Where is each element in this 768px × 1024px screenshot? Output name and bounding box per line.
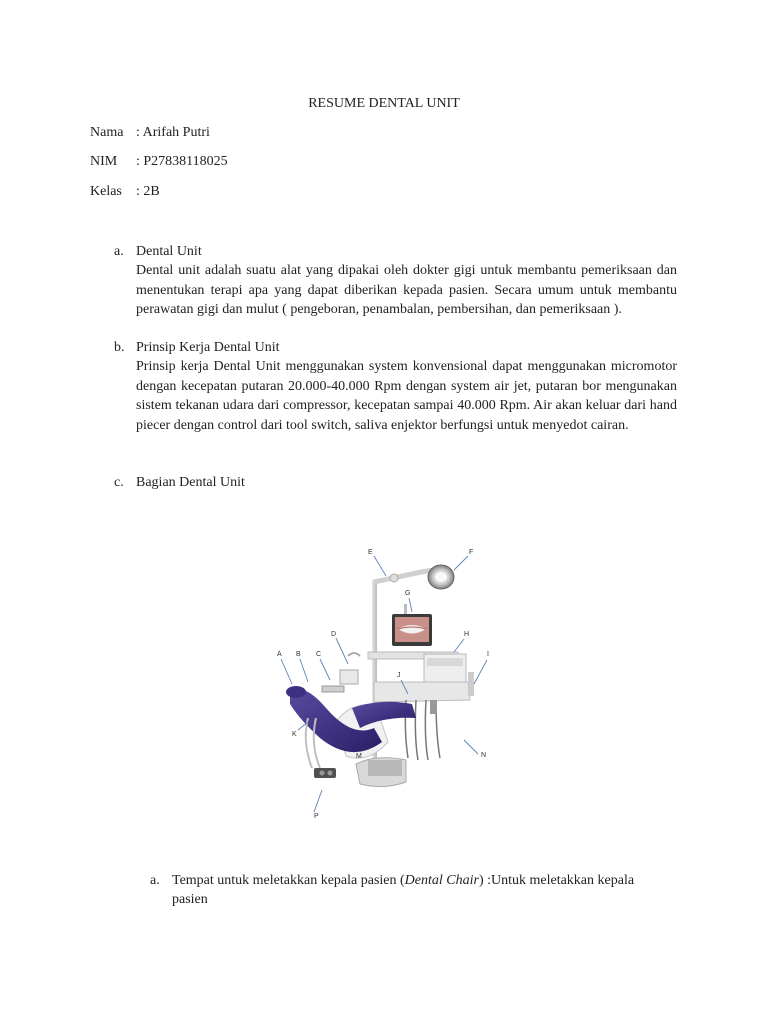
dental-unit-figure [256,532,510,828]
sub-item-continuation: pasien [172,892,208,907]
section-a-marker: a. [114,244,124,259]
figure-label-f: F [469,549,474,556]
document-title: RESUME DENTAL UNIT [308,96,460,111]
info-value-kelas: : 2B [136,184,160,199]
section-b-heading: Prinsip Kerja Dental Unit [136,340,280,355]
dental-unit-illustration [256,532,510,828]
section-b-body: Prinsip kerja Dental Unit menggunakan system konvensional dapat menggunakan micromotor dengan kecepatan putaran 20.000-40.000 Rpm dengan system air jet, putaran bor mengunakan sistem tekanan udara dari compressor, kecepatan sampai 40.000 Rpm. Air akan keluar dari hand piecer dengan control dari tool switch, saliva enjektor berfungsi untuk menyedot cairan. [136,359,677,433]
info-label-kelas: Kelas [90,184,122,199]
section-c-heading: Bagian Dental Unit [136,475,245,490]
section-b-marker: b. [114,340,125,355]
sub-item-marker: a. [150,873,160,888]
figure-label-m: M [356,753,362,760]
sub-item-italic: Dental Chair [404,873,479,888]
info-value-nama: : Arifah Putri [136,125,210,140]
info-label-nama: Nama [90,125,124,140]
figure-label-e: E [368,549,373,556]
info-value-nim: : P27838118025 [136,154,228,169]
sub-item-text [172,871,634,890]
info-label-nim: NIM [90,154,118,169]
sub-item-text-after: ) :Untuk meletakkan kepala [478,873,635,888]
figure-label-g: G [405,590,411,597]
figure-label-k: K [292,731,297,738]
figure-label-b: B [296,651,301,658]
figure-label-i: I [487,651,489,658]
section-a-heading: Dental Unit [136,244,202,259]
figure-label-p: P [314,813,319,820]
section-a-body: Dental unit adalah suatu alat yang dipakai oleh dokter gigi untuk membantu pemeriksaan dan menentukan terapi apa yang dapat diberikan kepada pasien. Secara umum untuk membantu perawatan gigi dan mulut ( pengeboran, penambalan, pembersihan, dan pemeriksaan ). [136,263,677,317]
figure-label-n: N [481,752,487,759]
figure-label-h: H [464,631,470,638]
section-c-marker: c. [114,475,124,490]
figure-label-d: D [331,631,337,638]
figure-label-j: J [397,672,401,679]
sub-item-text-before: Tempat untuk meletakkan kepala pasien ( [172,873,405,888]
figure-label-c: C [316,651,322,658]
figure-label-a: A [277,651,282,658]
